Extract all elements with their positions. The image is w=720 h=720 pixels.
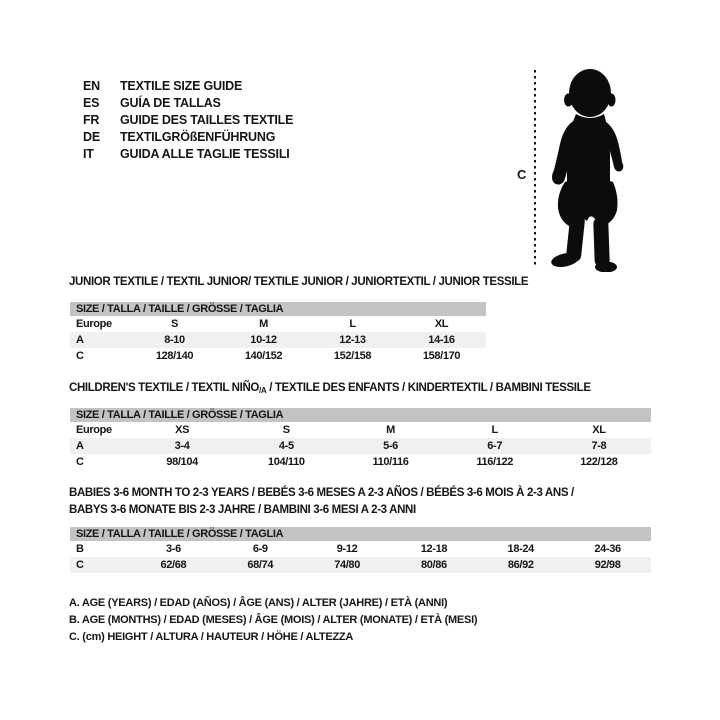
babies-title-line1: BABIES 3-6 MONTH TO 2-3 YEARS / BEBÉS 3-6 MESES A 2-3 AÑOS / BÉBÉS 3-6 MOIS À 2-3 ANS / xyxy=(69,487,574,499)
row-label: A xyxy=(76,440,84,452)
language-row-de xyxy=(83,129,293,146)
table-row-height xyxy=(70,557,651,573)
cell: 3-6 xyxy=(165,543,181,555)
cell: 7-8 xyxy=(591,440,607,452)
row-label: Europe xyxy=(76,318,112,330)
cell: 8-10 xyxy=(164,334,185,346)
cell: 92/98 xyxy=(594,559,621,571)
size-header-bar: SIZE / TALLA / TAILLE / GRÖSSE / TAGLIA xyxy=(70,527,651,541)
cell: 80/86 xyxy=(421,559,447,571)
language-row-fr xyxy=(83,112,293,129)
table-row-europe xyxy=(70,316,486,332)
language-label: TEXTILE SIZE GUIDE xyxy=(120,79,243,93)
table-row-europe xyxy=(70,422,651,438)
note-age-years: A. AGE (YEARS) / EDAD (AÑOS) / ÂGE (ANS) / ALTER (JAHRE) / ETÀ (ANNI) xyxy=(69,597,448,609)
cell: 86/92 xyxy=(507,559,534,571)
language-label: GUIDE DES TAILLES TEXTILE xyxy=(120,113,294,127)
cell: 128/140 xyxy=(155,350,194,362)
language-code: DE xyxy=(83,130,100,144)
junior-table-title: JUNIOR TEXTILE / TEXTIL JUNIOR/ TEXTILE JUNIOR / JUNIORTEXTIL / JUNIOR TESSILE xyxy=(69,276,529,288)
language-label: GUIDA ALLE TAGLIE TESSILI xyxy=(120,147,290,161)
junior-table xyxy=(70,302,486,364)
cell: XL xyxy=(592,424,606,436)
babies-table xyxy=(70,527,651,573)
cell: S xyxy=(171,318,178,330)
title-text: / TEXTILE DES ENFANTS / KINDERTEXTIL / BAMBINI TESSILE xyxy=(266,382,591,394)
cell: 12-13 xyxy=(339,334,366,346)
height-dashed-line xyxy=(534,70,536,268)
babies-table-title xyxy=(69,485,574,519)
note-age-months: B. AGE (MONTHS) / EDAD (MESES) / ÂGE (MOIS) / ALTER (MONATE) / ETÀ (MESI) xyxy=(69,614,478,626)
cell: M xyxy=(259,318,268,330)
cell: 10-12 xyxy=(250,334,277,346)
cell: M xyxy=(386,424,395,436)
language-code: IT xyxy=(83,147,94,161)
height-measure-label: C xyxy=(517,167,527,182)
cell: 116/122 xyxy=(476,456,514,468)
children-table xyxy=(70,408,651,470)
row-label: C xyxy=(76,559,84,571)
language-label: TEXTILGRÖßENFÜHRUNG xyxy=(120,130,276,144)
language-code: ES xyxy=(83,96,100,110)
cell: 5-6 xyxy=(383,440,398,452)
size-header-bar: SIZE / TALLA / TAILLE / GRÖSSE / TAGLIA xyxy=(70,302,486,316)
cell: S xyxy=(282,424,290,436)
cell: 14-16 xyxy=(428,334,455,346)
cell: 74/80 xyxy=(334,559,360,571)
table-row-height xyxy=(70,348,486,364)
cell: 98/104 xyxy=(166,456,198,468)
row-label: C xyxy=(76,350,84,362)
cell: 24-36 xyxy=(594,543,621,555)
cell: 12-18 xyxy=(420,543,448,555)
cell: 152/158 xyxy=(333,350,372,362)
cell: 3-4 xyxy=(174,440,190,452)
language-row-en xyxy=(83,78,293,95)
row-label: C xyxy=(76,456,84,468)
cell: 68/74 xyxy=(247,559,274,571)
cell: XL xyxy=(434,318,449,330)
language-row-it xyxy=(83,146,293,163)
language-row-es xyxy=(83,95,293,112)
row-label: A xyxy=(76,334,84,346)
babies-title-line2: BABYS 3-6 MONATE BIS 2-3 JAHRE / BAMBINI 3-6 MESI A 2-3 ANNI xyxy=(69,504,416,516)
table-row-age xyxy=(70,332,486,348)
table-row-height xyxy=(70,454,651,470)
size-header-bar: SIZE / TALLA / TAILLE / GRÖSSE / TAGLIA xyxy=(70,408,651,422)
row-label: B xyxy=(76,543,84,555)
table-row-age xyxy=(70,438,651,454)
cell: 104/110 xyxy=(267,456,305,468)
cell: 6-9 xyxy=(252,543,268,555)
table-row-months xyxy=(70,541,651,557)
cell: L xyxy=(491,424,498,436)
cell: L xyxy=(349,318,356,330)
language-label: GUÍA DE TALLAS xyxy=(120,96,221,110)
toddler-silhouette-icon xyxy=(540,64,636,272)
cell: 110/116 xyxy=(372,456,409,468)
cell: 62/68 xyxy=(160,559,187,571)
cell: 9-12 xyxy=(336,543,358,555)
cell: 122/128 xyxy=(580,456,618,468)
note-height-cm: C. (cm) HEIGHT / ALTURA / HAUTEUR / HÖHE / ALTEZZA xyxy=(69,631,354,643)
cell: 4-5 xyxy=(278,440,294,452)
language-code: EN xyxy=(83,79,100,93)
cell: 140/152 xyxy=(244,350,283,362)
row-label: Europe xyxy=(76,424,112,436)
title-text: CHILDREN'S TEXTILE / TEXTIL NIÑO xyxy=(69,382,260,394)
cell: XS xyxy=(175,424,190,436)
legend-notes xyxy=(69,595,477,646)
children-table-title xyxy=(69,382,591,395)
language-code: FR xyxy=(83,113,100,127)
language-list xyxy=(83,78,293,163)
title-subscript: /A xyxy=(259,386,267,395)
cell: 6-7 xyxy=(487,440,503,452)
cell: 158/170 xyxy=(422,350,461,362)
cell: 18-24 xyxy=(507,543,534,555)
